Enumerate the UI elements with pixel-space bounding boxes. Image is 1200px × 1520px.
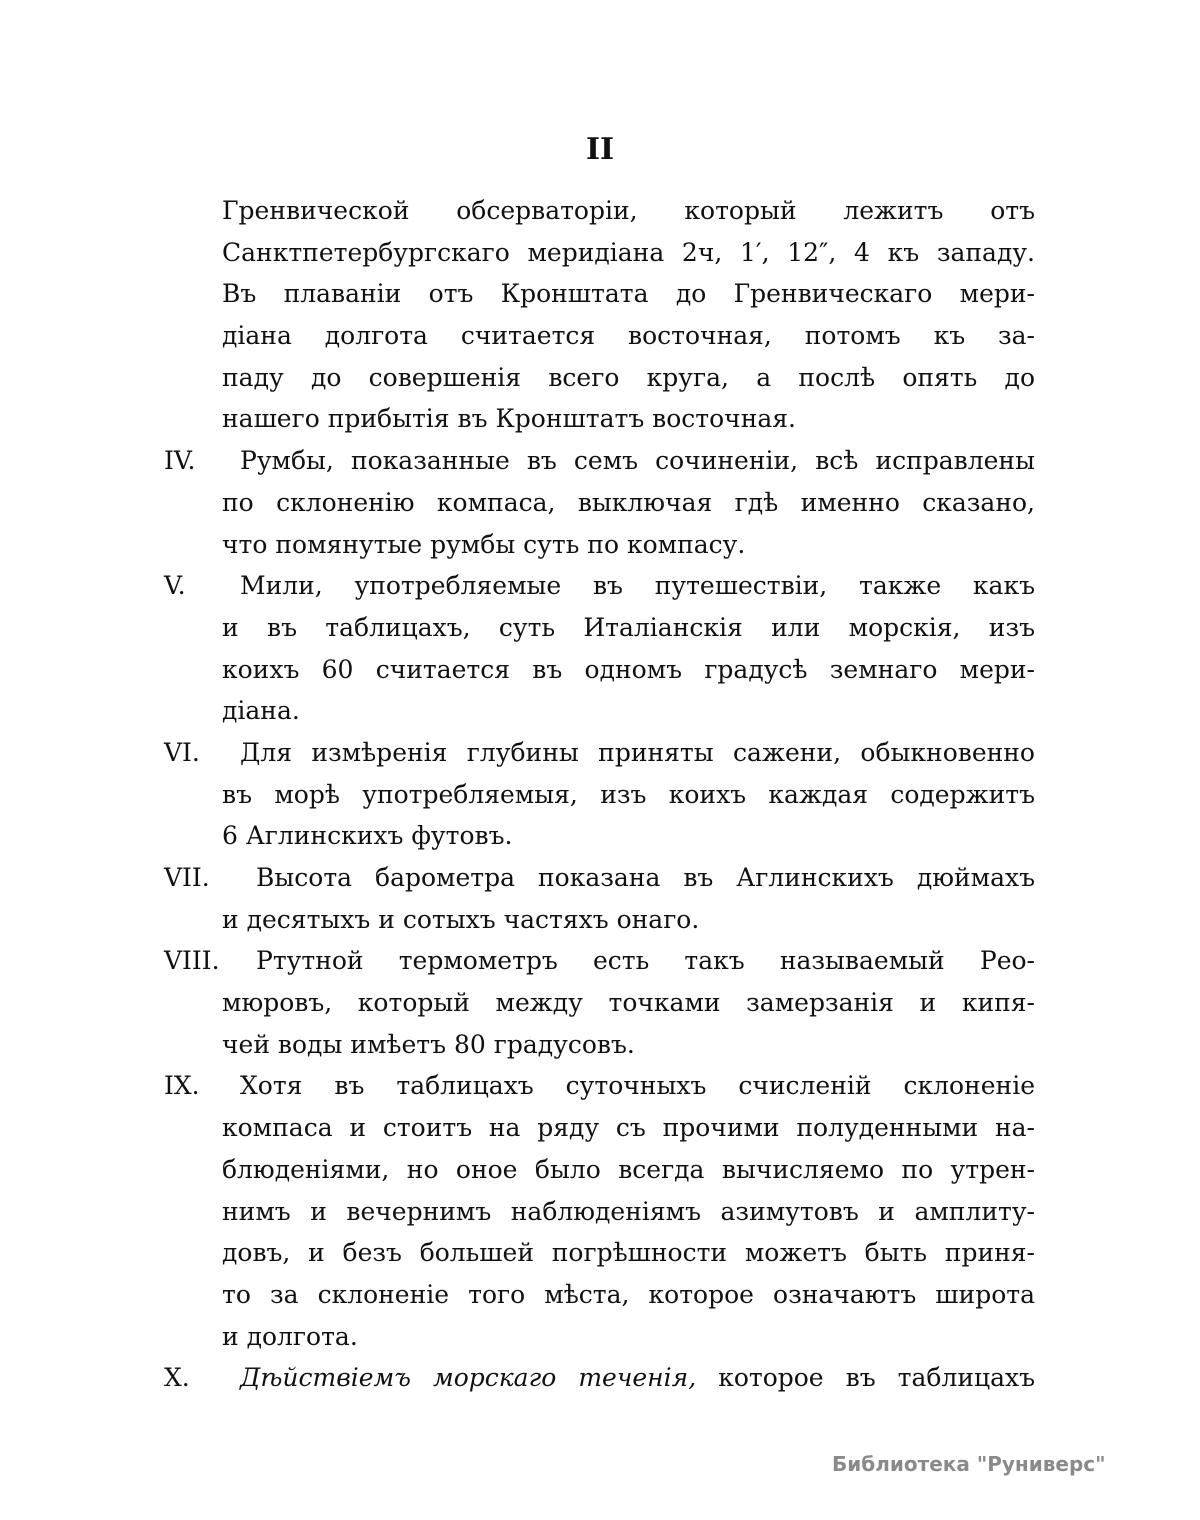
paragraph-line [160, 940, 1035, 982]
line-text: и десятыхъ и сотыхъ частяхъ онаго. [222, 904, 700, 934]
line-text: въ морѣ употребляемыя, изъ коихъ каждая содержитъ [222, 779, 1035, 809]
paragraph-numeral: VI. [164, 737, 200, 767]
line-text: нашего прибытія въ Кронштатъ восточная. [222, 404, 796, 434]
line-text: паду до совершенія всего круга, а послѣ опять до [222, 362, 1035, 392]
paragraph-line [160, 440, 1035, 482]
paragraph-numeral: X. [164, 1363, 190, 1393]
paragraph-line [160, 1232, 1035, 1274]
line-text: нимъ и вечернимъ наблюденіямъ азимутовъ и амплиту- [222, 1196, 1035, 1226]
paragraph-line [160, 607, 1035, 649]
line-text: Высота барометра показана въ Аглинскихъ дюймахъ [256, 863, 1035, 892]
intro-line [160, 232, 1035, 274]
paragraph-line [160, 482, 1035, 524]
paragraph-line [160, 982, 1035, 1024]
line-text: Хотя въ таблицахъ суточныхъ счисленій склоненіе [240, 1071, 1035, 1101]
line-text: мюровъ, который между точками замерзанія и кипя- [222, 988, 1035, 1018]
line-text: діана. [222, 696, 300, 726]
line-text: Для измѣренія глубины приняты сажени, обыкновенно [240, 737, 1035, 767]
line-text: довъ, и безъ большей погрѣшности можетъ быть приня- [222, 1238, 1035, 1268]
intro-line [160, 357, 1035, 399]
paragraph-line [160, 774, 1035, 816]
paragraph-line [160, 524, 1035, 566]
line-text: по склоненію компаса, выключая гдѣ именно сказано, [222, 487, 1035, 517]
line-text: и долгота. [222, 1321, 358, 1351]
line-text: діана долгота считается восточная, потомъ къ за- [222, 321, 1035, 351]
intro-line [160, 398, 1035, 440]
paragraph-numeral: V. [164, 571, 186, 601]
intro-line [160, 273, 1035, 315]
paragraph-numeral: IV. [164, 446, 196, 476]
paragraph-line [160, 690, 1035, 732]
paragraph-numeral: IX. [164, 1071, 200, 1101]
paragraph-line [160, 1149, 1035, 1191]
line-text: Мили, употребляемые въ путешествіи, также какъ [240, 571, 1035, 601]
paragraph-line [160, 1191, 1035, 1233]
paragraph-line [160, 1357, 1035, 1399]
line-text: Гренвической обсерваторіи, который лежитъ отъ [222, 196, 1035, 225]
line-text: коихъ 60 считается въ одномъ градусѣ земнаго мери- [222, 654, 1035, 684]
intro-line [160, 190, 1035, 232]
paragraph-line [160, 1107, 1035, 1149]
paragraph-numeral: VII. [164, 863, 210, 892]
line-text: Санктпетербургскаго меридіана 2ч, 1′, 12″, 4 къ западу. [222, 237, 1035, 267]
italic-phrase: Дѣйствіемъ морскаго теченія, [240, 1363, 697, 1393]
paragraph-line [160, 1065, 1035, 1107]
library-watermark: Библиотека "Руниверс" [832, 1452, 1106, 1476]
line-text: компаса и стоитъ на ряду съ прочими полуденными на- [222, 1113, 1035, 1143]
paragraph-line [160, 857, 1035, 899]
line-text: которое въ таблицахъ [696, 1363, 1035, 1393]
intro-line [160, 315, 1035, 357]
paragraph-line [160, 732, 1035, 774]
line-text: Ртутной термометръ есть такъ называемый Рео- [256, 946, 1035, 976]
paragraph-line [160, 649, 1035, 691]
paragraph-numeral: VIII. [164, 946, 220, 976]
line-text: чей воды имѣетъ 80 градусовъ. [222, 1029, 635, 1059]
line-text: 6 Аглинскихъ футовъ. [222, 821, 513, 851]
line-text: Въ плаваніи отъ Кронштата до Гренвическаго мери- [222, 279, 1035, 309]
paragraph-line [160, 1316, 1035, 1358]
paragraph-line [160, 565, 1035, 607]
page-number: II [585, 132, 615, 167]
line-text: то за склоненіе того мѣста, которое означаютъ широта [222, 1279, 1035, 1309]
line-text: Румбы, показанные въ семъ сочиненіи, всѣ исправлены [240, 446, 1035, 476]
page-body [160, 190, 1035, 1399]
line-text: что помянутые румбы суть по компасу. [222, 529, 746, 559]
paragraph-line [160, 1274, 1035, 1316]
paragraph-line [160, 815, 1035, 857]
line-text: блюденіями, но оное было всегда вычисляемо по утрен- [222, 1154, 1035, 1184]
paragraph-line [160, 1024, 1035, 1066]
line-text: и въ таблицахъ, суть Италіанскія или морскія, изъ [222, 612, 1035, 642]
paragraph-line [160, 899, 1035, 941]
